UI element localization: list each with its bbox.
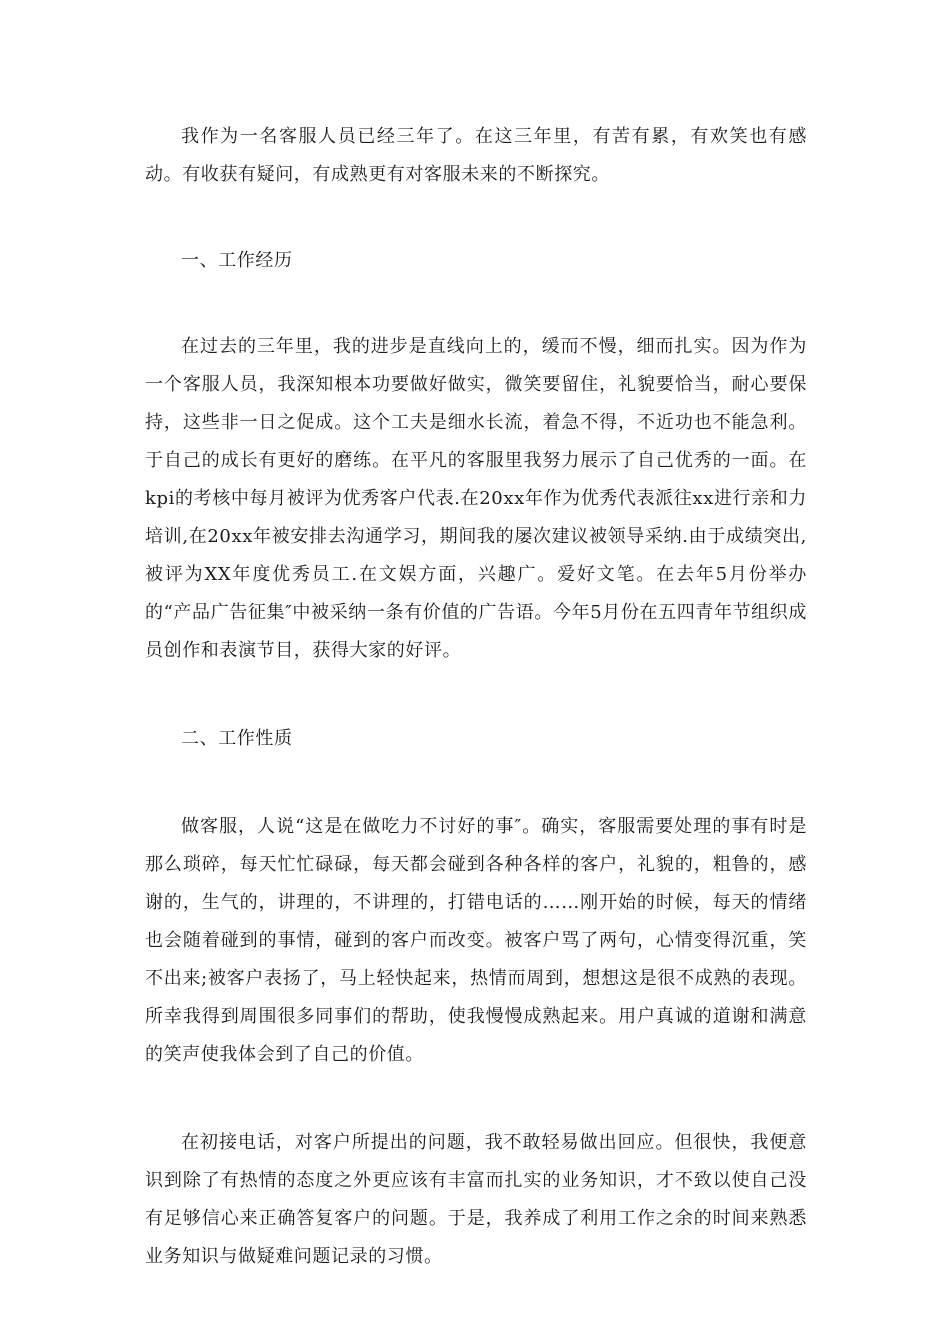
intro-paragraph: 我作为一名客服人员已经三年了。在这三年里，有苦有累，有欢笑也有感动。有收获有疑问，有成熟更有对客服未来的不断探究。	[145, 126, 807, 185]
work-nature-paragraph-1: 做客服，人说“这是在做吃力不讨好的事″。确实，客服需要处理的事有时是那么琐碎，每天忙忙碌碌，每天都会碰到各种各样的客户，礼貌的，粗鲁的，感谢的，生气的，讲理的，不讲理的，打错电话的……刚开始的时候，每天的情绪也会随着碰到的事情，碰到的客户而改变。被客户骂了两句，心情变得沉重，笑不出来;被客户表扬了，马上轻快起来，热情而周到，想想这是很不成熟的表现。所幸我得到周围很多同事们的帮助，使我慢慢成熟起来。用户真诚的道谢和满意的笑声使我体会到了自己的价值。	[145, 816, 807, 1065]
section-heading-work-nature: 二、工作性质	[181, 728, 293, 749]
work-experience-paragraph: 在过去的三年里，我的进步是直线向上的，缓而不慢，细而扎实。因为作为一个客服人员，我深知根本功要做好做实，微笑要留住，礼貌要恰当，耐心要保持，这些非一日之促成。这个工夫是细水长流，着急不得，不近功也不能急利。于自己的成长有更好的磨练。在平凡的客服里我努力展示了自己优秀的一面。在kpi的考核中每月被评为优秀客户代表.在20xx年作为优秀代表派往xx进行亲和力培训,在20xx年被安排去沟通学习，期间我的屡次建议被领导采纳.由于成绩突出,被评为XX年度优秀员工.在文娱方面，兴趣广。爱好文笔。在去年5月份举办的“产品广告征集″中被采纳一条有价值的广告语。今年5月份在五四青年节组织成员创作和表演节目，获得大家的好评。	[145, 336, 807, 661]
work-nature-paragraph-2: 在初接电话，对客户所提出的问题，我不敢轻易做出回应。但很快，我便意识到除了有热情的态度之外更应该有丰富而扎实的业务知识，才不致以使自己没有足够信心来正确答复客户的问题。于是，我养成了利用工作之余的时间来熟悉业务知识与做疑难问题记录的习惯。	[145, 1132, 807, 1267]
section-heading-work-experience: 一、工作经历	[181, 250, 293, 271]
document-page	[145, 118, 807, 1276]
